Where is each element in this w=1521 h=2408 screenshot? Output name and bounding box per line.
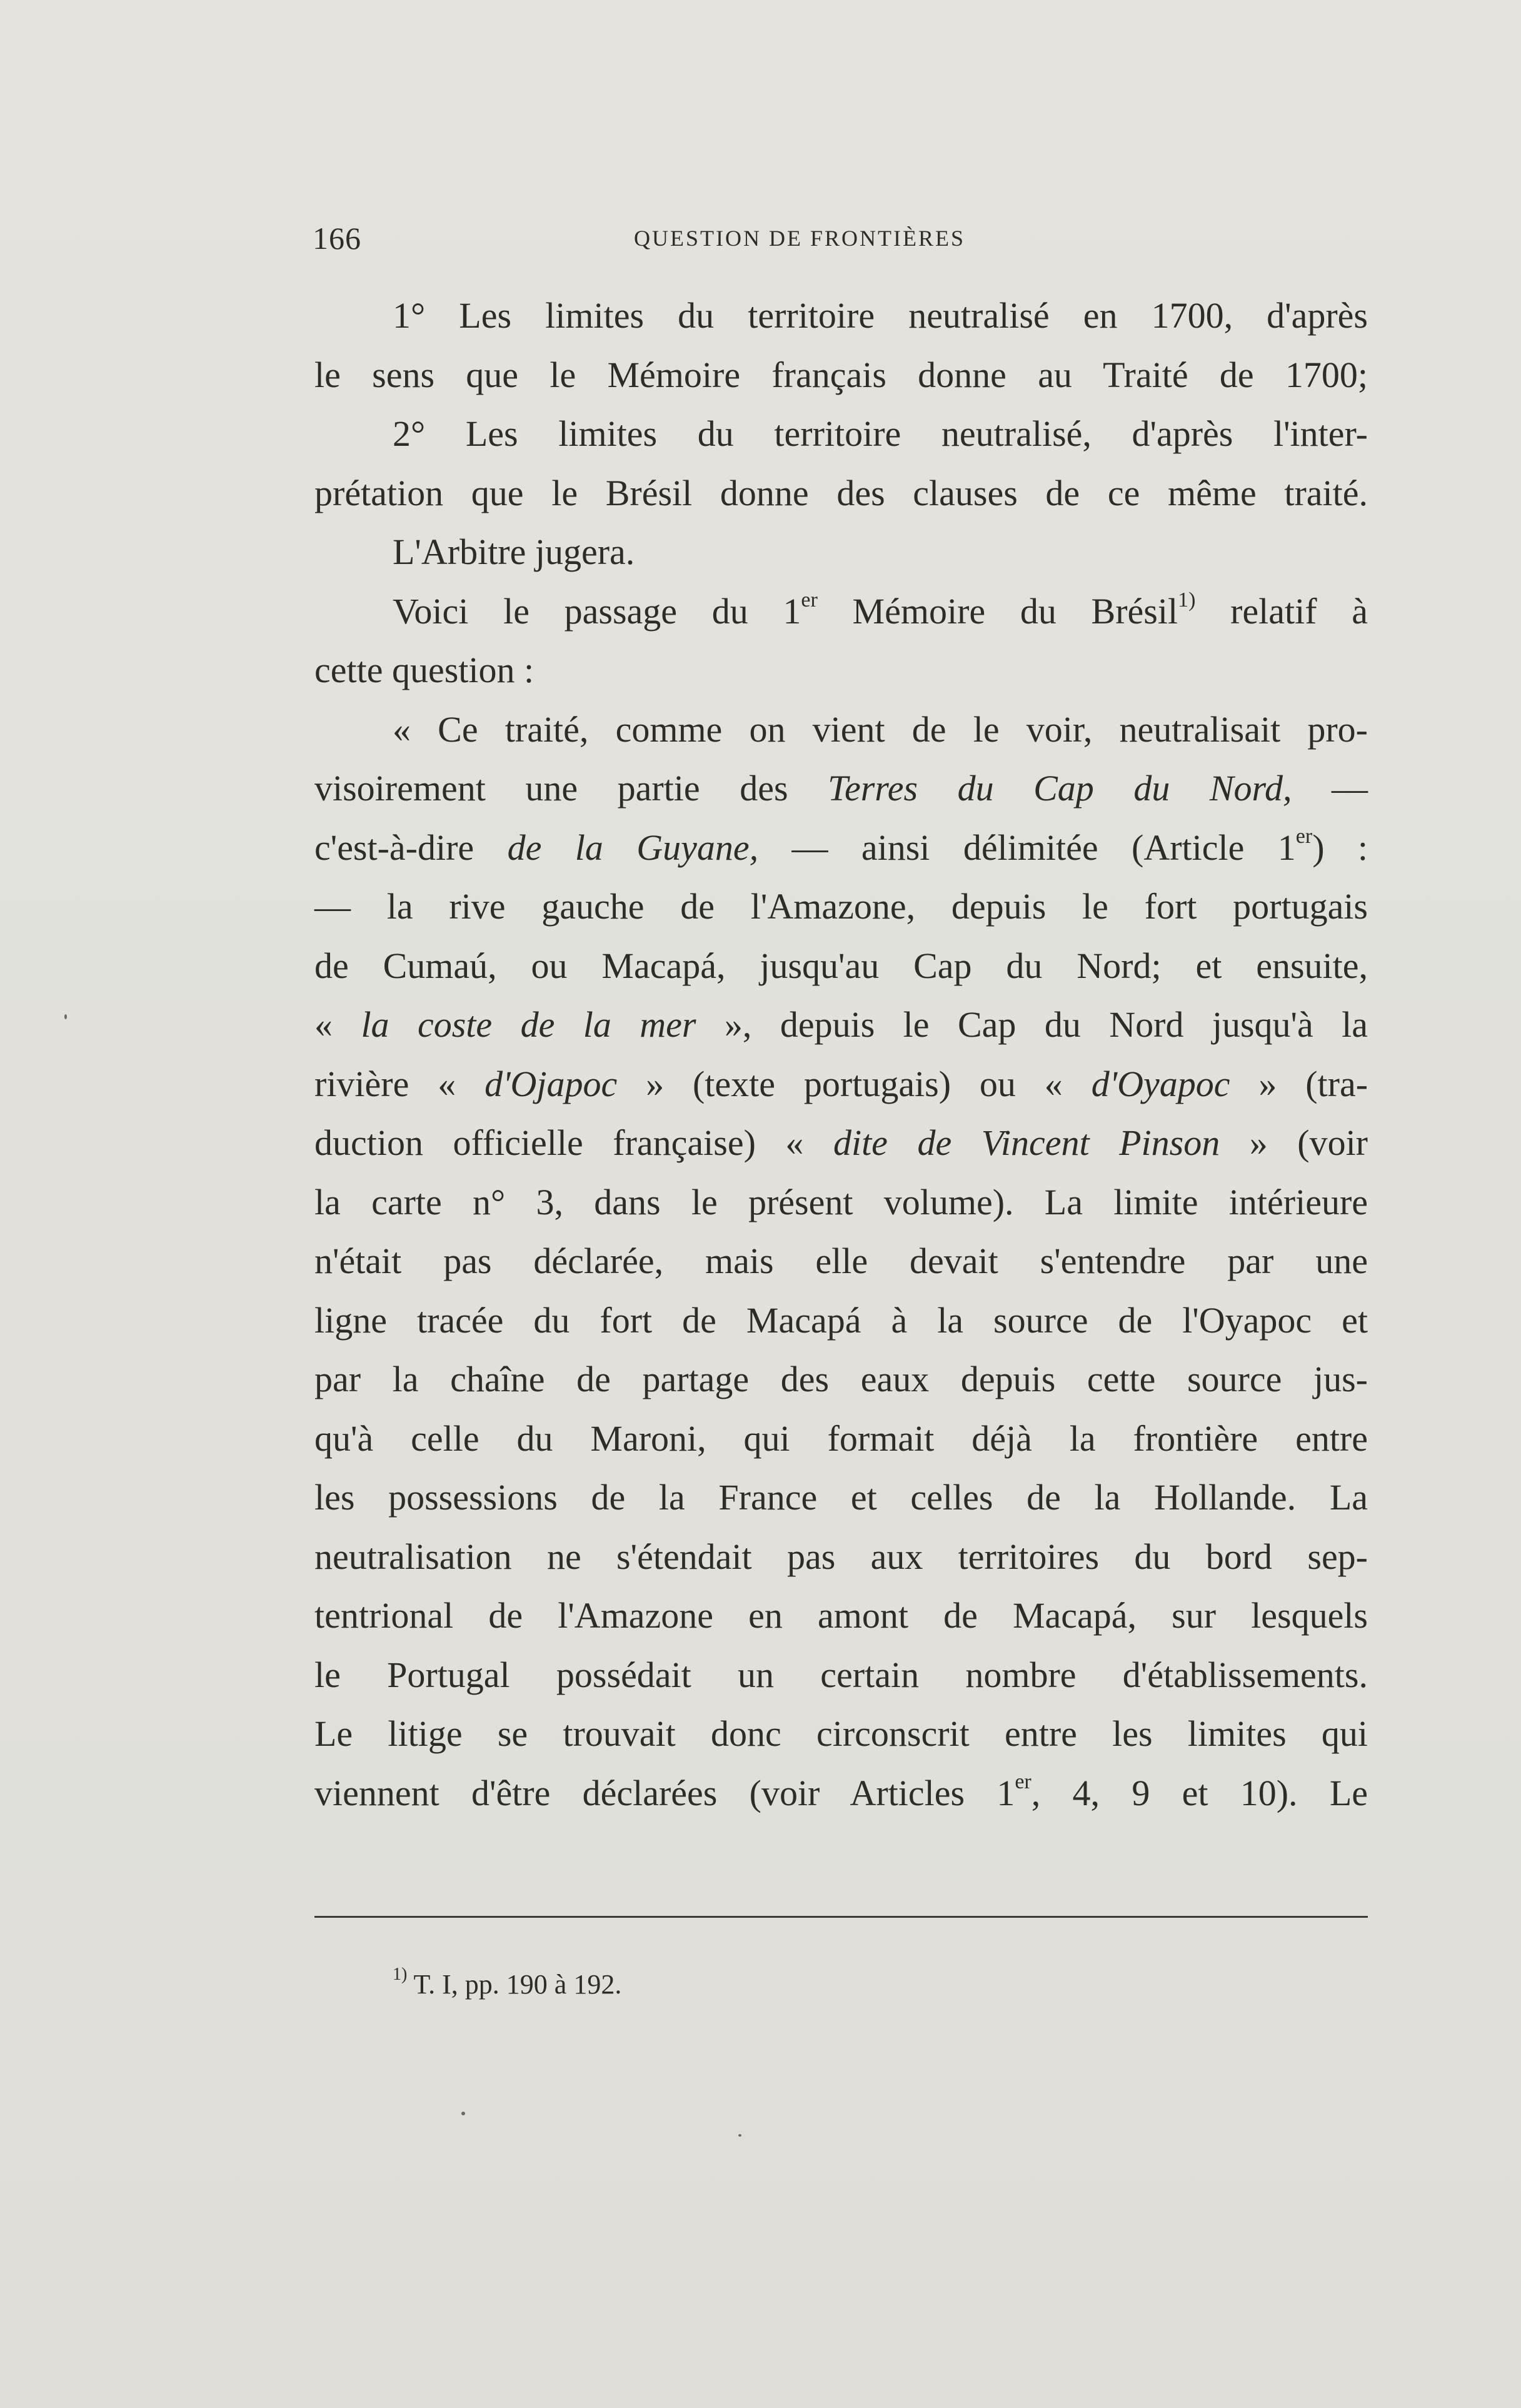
text-line: duction officielle française) « dite de Vincent Pinson » (voir bbox=[314, 1122, 1368, 1163]
text-line: viennent d'être déclarées (voir Articles 1er, 4, 9 et 10). Le bbox=[314, 1770, 1368, 1813]
page-number: 166 bbox=[313, 221, 361, 256]
text-line: prétation que le Brésil donne des clauses de ce même traité. bbox=[314, 472, 1368, 513]
text-line: le sens que le Mémoire français donne au Traité de 1700; bbox=[314, 354, 1368, 395]
text-line: 1° Les limites du territoire neutralisé en 1700, d'après bbox=[393, 295, 1368, 336]
text-line: L'Arbitre jugera. bbox=[393, 531, 635, 572]
page-header bbox=[313, 220, 1366, 258]
text-line: « la coste de la mer », depuis le Cap du Nord jusqu'à la bbox=[314, 1004, 1368, 1045]
text-line: cette question : bbox=[314, 650, 535, 690]
text-line: tentrional de l'Amazone en amont de Macapá, sur lesquels bbox=[314, 1595, 1368, 1636]
text-line: c'est-à-dire de la Guyane, — ainsi délimitée (Article 1er) : bbox=[314, 825, 1368, 868]
footnote-marker: 1) bbox=[393, 1965, 408, 1985]
text-line: n'était pas déclarée, mais elle devait s'entendre par une bbox=[314, 1241, 1368, 1281]
footnote-text: T. I, pp. 190 à 192. bbox=[407, 1969, 622, 2000]
text-line: « Ce traité, comme on vient de le voir, neutralisait pro- bbox=[393, 708, 1368, 750]
paper-speck bbox=[461, 2112, 465, 2115]
paper-speck bbox=[738, 2134, 741, 2137]
footnote bbox=[393, 1965, 622, 2000]
text-line: par la chaîne de partage des eaux depuis cette source jus- bbox=[314, 1359, 1368, 1399]
text-line: la carte n° 3, dans le présent volume). La limite intérieure bbox=[314, 1181, 1368, 1222]
text-line: 2° Les limites du territoire neutralisé, d'après l'inter- bbox=[393, 413, 1368, 454]
text-line: visoirement une partie des Terres du Cap du Nord, — bbox=[314, 768, 1368, 809]
text-line: ligne tracée du fort de Macapá à la source de l'Oyapoc et bbox=[314, 1299, 1368, 1341]
text-line: rivière « d'Ojapoc » (texte portugais) ou « d'Oyapoc » (tra- bbox=[314, 1063, 1368, 1104]
text-line: le Portugal possédait un certain nombre d'établissements. bbox=[314, 1654, 1368, 1695]
text-line: de Cumaú, ou Macapá, jusqu'au Cap du Nord; et ensuite, bbox=[314, 945, 1368, 986]
text-line: les possessions de la France et celles de la Hollande. La bbox=[314, 1477, 1368, 1518]
text-line: Voici le passage du 1er Mémoire du Brésil$^{1)}$ relatif à bbox=[393, 588, 1368, 632]
footnote-divider bbox=[314, 1916, 1368, 1918]
text-line: qu'à celle du Maroni, qui formait déjà la frontière entre bbox=[314, 1418, 1368, 1459]
running-head: QUESTION DE FRONTIÈRES bbox=[634, 226, 965, 251]
body-text bbox=[314, 286, 1368, 1823]
footnote-reference: 1) bbox=[1178, 588, 1196, 612]
paper-speck bbox=[64, 1014, 67, 1019]
text-line: Le litige se trouvait donc circonscrit entre les limites qui bbox=[314, 1713, 1368, 1754]
text-line: — la rive gauche de l'Amazone, depuis le fort portugais bbox=[314, 886, 1368, 927]
text-line: neutralisation ne s'étendait pas aux territoires du bord sep- bbox=[314, 1536, 1368, 1577]
